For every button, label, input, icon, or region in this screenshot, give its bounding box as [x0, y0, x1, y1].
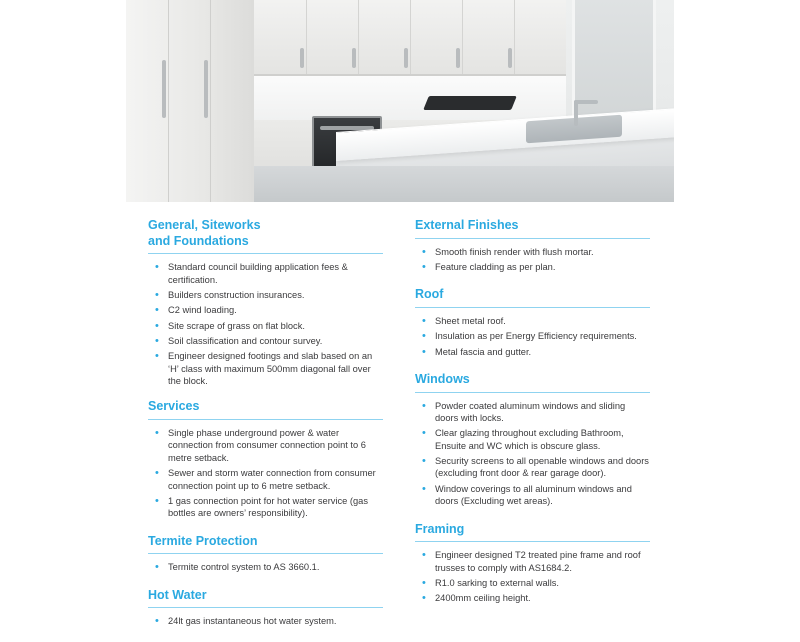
section-title: Termite Protection	[148, 534, 383, 555]
section-title-line1: General, Siteworks	[148, 218, 261, 232]
section-title: Roof	[415, 287, 650, 308]
splashback	[254, 76, 566, 120]
section-general-siteworks-and-foundations	[148, 218, 383, 387]
section-title: Framing	[415, 522, 650, 543]
left-column	[148, 218, 383, 642]
tall-cabinets	[126, 0, 256, 202]
list-item: • Metal fascia and gutter.	[415, 346, 650, 358]
section-title	[148, 218, 383, 254]
list-item: • Smooth finish render with flush mortar.	[415, 246, 650, 258]
section-roof	[415, 287, 650, 358]
list-item: • Standard council building application fees & certification.	[148, 261, 383, 286]
right-column	[415, 218, 650, 619]
kitchen-photo	[126, 0, 674, 202]
list-item: • Site scrape of grass on flat block.	[148, 320, 383, 332]
upper-cabinets	[254, 0, 566, 76]
section-title: Services	[148, 399, 383, 420]
section-windows	[415, 372, 650, 508]
list-item: • Clear glazing throughout excluding Bathroom, Ensuite and WC which is obscure glass.	[415, 427, 650, 452]
floor	[254, 166, 674, 202]
list-item: • Security screens to all openable windows and doors (excluding front door & rear garage door).	[415, 455, 650, 480]
list-item: • 24lt gas instantaneous hot water system.	[148, 615, 383, 627]
photo-scene	[126, 0, 674, 202]
sink-tap	[574, 100, 578, 126]
section-framing	[415, 522, 650, 605]
list-item: • Termite control system to AS 3660.1.	[148, 561, 383, 573]
list-item: • R1.0 sarking to external walls.	[415, 577, 650, 589]
section-title-line2: and Foundations	[148, 233, 249, 248]
list-item: • 1 gas connection point for hot water service (gas bottles are owners’ responsibility).	[148, 495, 383, 520]
section-item-list	[415, 549, 650, 604]
section-item-list	[148, 561, 383, 573]
section-title: Hot Water	[148, 588, 383, 609]
list-item: • Soil classification and contour survey.	[148, 335, 383, 347]
section-item-list	[415, 315, 650, 358]
section-item-list	[148, 615, 383, 627]
list-item: • Engineer designed footings and slab based on an ‘H’ class with maximum 500mm diagonal fall over the block.	[148, 350, 383, 387]
list-item: • Single phase underground power & water connection from consumer connection point to 6 metre setback.	[148, 427, 383, 464]
section-item-list	[148, 261, 383, 387]
section-title: External Finishes	[415, 218, 650, 239]
list-item: • Sewer and storm water connection from consumer connection point up to 6 metre setback.	[148, 467, 383, 492]
list-item: • Feature cladding as per plan.	[415, 261, 650, 273]
section-services	[148, 399, 383, 519]
list-item: • Window coverings to all aluminum windows and doors (Excluding wet areas).	[415, 483, 650, 508]
section-title: Windows	[415, 372, 650, 393]
section-item-list	[415, 246, 650, 274]
section-external-finishes	[415, 218, 650, 273]
list-item: • C2 wind loading.	[148, 304, 383, 316]
section-item-list	[415, 400, 650, 508]
list-item: • Builders construction insurances.	[148, 289, 383, 301]
list-item: • Insulation as per Energy Efficiency requirements.	[415, 330, 650, 342]
list-item: • Engineer designed T2 treated pine frame and roof trusses to comply with AS1684.2.	[415, 549, 650, 574]
cooktop	[423, 96, 517, 110]
section-hot-water	[148, 588, 383, 628]
section-termite-protection	[148, 534, 383, 574]
list-item: • 2400mm ceiling height.	[415, 592, 650, 604]
section-item-list	[148, 427, 383, 520]
list-item: • Sheet metal roof.	[415, 315, 650, 327]
list-item: • Powder coated aluminum windows and sliding doors with locks.	[415, 400, 650, 425]
